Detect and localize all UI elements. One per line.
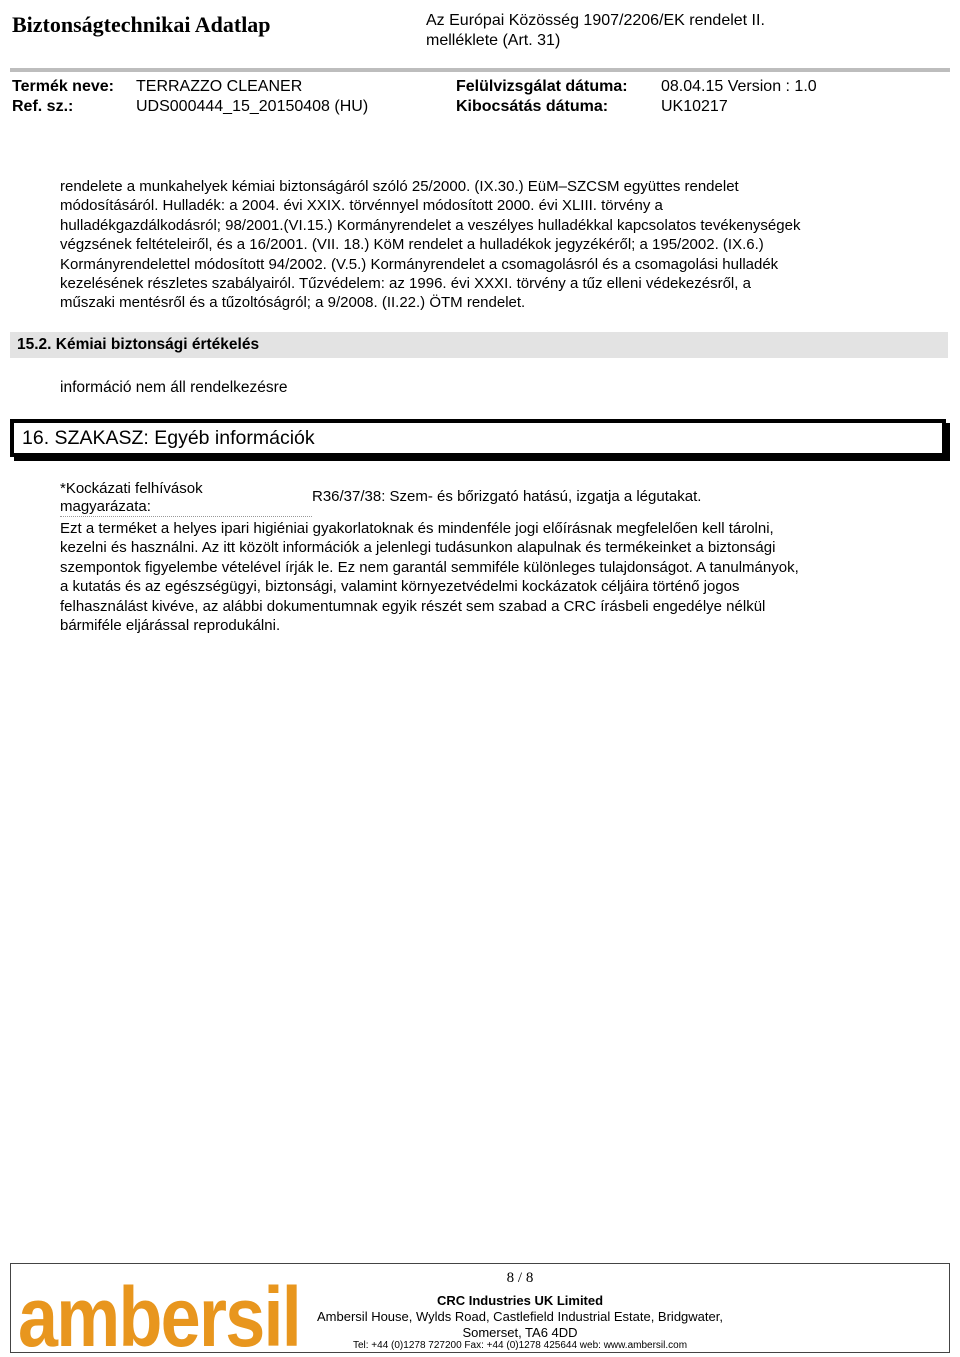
page-number: 8 / 8 <box>506 1270 534 1286</box>
issue-date-label: Kibocsátás dátuma: <box>456 98 609 115</box>
risk-phrases-label <box>60 480 312 517</box>
ref-number-label: Ref. sz.: <box>12 98 74 115</box>
paragraph-line: kezelésének részletes szabályairól. Tűzvédelem: az 1996. évi XXXI. törvény a tűz elleni védekezésről, a <box>60 275 751 293</box>
paragraph-line: a kutatás és az egészségügyi, biztonsági, valamint környezetvédelmi kockázatok céljáira történő jogos <box>60 578 740 596</box>
paragraph-line: műszaki mentésről és a tűzoltóságról; a 9/2008. (II.22.) ÖTM rendelet. <box>60 294 526 312</box>
section-15-2-text: információ nem áll rendelkezésre <box>60 379 288 396</box>
regulation-line-1: Az Európai Közösség 1907/2206/EK rendelet II. <box>426 12 765 29</box>
paragraph-line: bármiféle eljárással reprodukálni. <box>60 617 281 635</box>
product-name-label: Termék neve: <box>12 78 114 95</box>
address-line-1: Ambersil House, Wylds Road, Castlefield Industrial Estate, Bridgwater, <box>317 1309 723 1324</box>
regulation-reference <box>426 11 765 51</box>
risk-phrases-text: R36/37/38: Szem- és bőrizgató hatású, izgatja a légutakat. <box>312 488 702 505</box>
paragraph-line: módosításáról. Hulladék: a 2004. évi XXIX. törvénnyel módosított 2000. évi XLIII. törvény a <box>60 197 663 215</box>
address-line-2: Somerset, TA6 4DD <box>462 1324 578 1340</box>
company-name: CRC Industries UK Limited <box>436 1293 604 1308</box>
paragraph-line: rendelete a munkahelyek kémiai biztonságáról szóló 25/2000. (IX.30.) EüM–SZCSM együttes rendelet <box>60 178 739 195</box>
revision-date-value: 08.04.15 Version : 1.0 <box>661 78 817 95</box>
regulation-line-2: melléklete (Art. 31) <box>426 32 561 49</box>
paragraph-line: végzsének feltételeiről, és a 16/2001. (VII. 18.) KöM rendelet a hulladékok jegyzékéről; a 195/2002. (IX.6.) <box>60 236 764 254</box>
paragraph-line: Kormányrendelettel módosított 94/2002. (V.5.) Kormányrendelet a csomagolásról és a csomagolási hulladék <box>60 255 779 273</box>
risk-label-line-2: magyarázata: <box>60 498 151 515</box>
svg-text:ambersil: ambersil <box>18 1270 300 1357</box>
product-name-value: TERRAZZO CLEANER <box>136 78 303 95</box>
header-divider <box>10 68 950 72</box>
paragraph-line: szempontok figyelembe vételével írják le. Ez nem garantál semmiféle különleges tulajdonságot. A tanulmányok, <box>60 558 799 576</box>
disclaimer-paragraph <box>60 519 910 635</box>
regulations-paragraph <box>60 177 910 313</box>
ambersil-logo <box>14 1266 304 1357</box>
section-16-heading: 16. SZAKASZ: Egyéb információk <box>10 419 946 457</box>
paragraph-line: kezelni és használni. Az itt közölt információk a jelenlegi tudásunkon alapulnak és termékeinket a biztonsági <box>60 539 776 557</box>
revision-date-label: Felülvizsgálat dátuma: <box>456 78 628 95</box>
paragraph-line: hulladékgazdálkodásról; 98/2001.(VI.15.) Kormányrendelet a veszélyes hulladékkal kapcsolatos tevékenységek <box>60 216 801 234</box>
issue-date-value: UK10217 <box>661 98 728 115</box>
paragraph-line: felhasználást kivéve, az alábbi dokumentumnak egyik részét sem szabad a CRC írásbeli engedélye nélkül <box>60 597 766 615</box>
section-15-2-heading: 15.2. Kémiai biztonsági értékelés <box>10 332 948 358</box>
company-contact: Tel: +44 (0)1278 727200 Fax: +44 (0)1278 425644 web: www.ambersil.com <box>352 1340 688 1351</box>
risk-label-line-1: *Kockázati felhívások <box>60 480 203 497</box>
paragraph-line: Ezt a terméket a helyes ipari higiéniai gyakorlatoknak és mindenféle jogi előírásnak megfelelően kell tárolni, <box>60 520 774 537</box>
company-address <box>306 1309 734 1340</box>
document-title: Biztonságtechnikai Adatlap <box>12 12 271 37</box>
ref-number-value: UDS000444_15_20150408 (HU) <box>136 98 369 115</box>
